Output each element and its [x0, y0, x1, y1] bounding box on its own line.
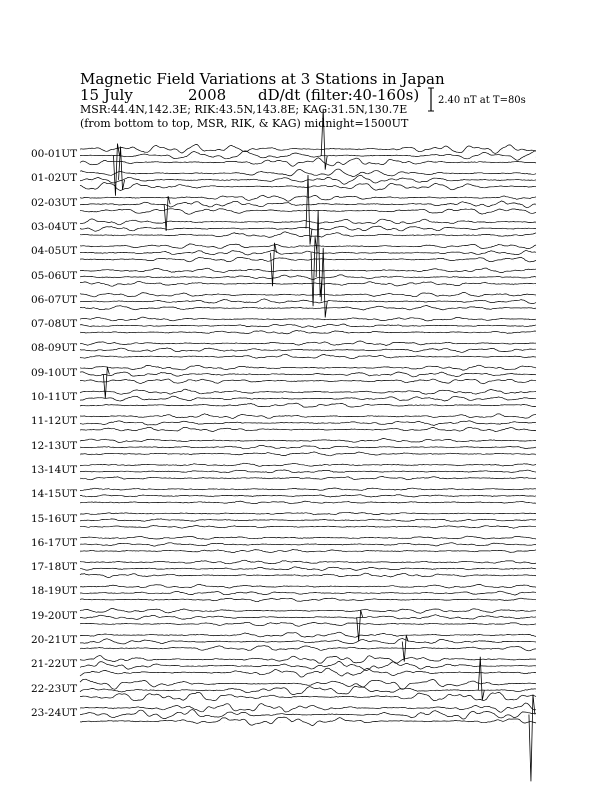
waveform-trace — [80, 703, 536, 712]
station-coordinates: MSR:44.4N,142.3E; RIK:43.5N,143.8E; KAG:31.5N,130.7E — [80, 103, 408, 116]
spike-mark — [306, 175, 312, 244]
waveform-trace — [80, 525, 536, 528]
row-label: 10-11UT — [31, 391, 78, 403]
waveform-trace — [80, 549, 536, 552]
waveform-trace — [80, 354, 536, 358]
row-label: 15-16UT — [31, 512, 78, 525]
quantity-label: dD/dt (filter:40-160s) — [258, 86, 420, 104]
waveform-trace — [80, 470, 536, 473]
waveform-trace — [80, 414, 536, 419]
waveform-trace — [80, 591, 536, 595]
row-label: 14-15UT — [31, 488, 78, 501]
row-label: 00-01UT — [31, 148, 78, 160]
waveform-trace — [80, 427, 536, 431]
waveform-trace — [80, 686, 536, 694]
waveform-trace — [80, 268, 536, 272]
row-label: 09-10UT — [31, 366, 78, 379]
waveform-trace — [80, 543, 536, 546]
waveform-trace — [80, 209, 536, 215]
waveform-trace — [80, 717, 536, 726]
row-label: 11-12UT — [31, 415, 78, 428]
waveform-trace — [80, 519, 536, 522]
waveform-trace — [80, 560, 536, 564]
row-label: 17-18UT — [31, 561, 78, 574]
waveform-trace — [80, 341, 536, 346]
waveform-trace — [80, 305, 536, 310]
waveform-trace — [80, 668, 536, 677]
waveform-trace — [80, 488, 536, 491]
waveform-trace — [80, 379, 536, 384]
row-label: 22-23UT — [31, 682, 78, 695]
waveform-trace — [80, 348, 536, 352]
row-label: 06-07UT — [31, 293, 78, 306]
spike-mark — [478, 657, 484, 700]
row-label: 07-08UT — [31, 318, 78, 331]
waveform-trace — [80, 257, 536, 262]
row-label: 02-03UT — [31, 196, 78, 209]
waveform-trace — [80, 439, 536, 443]
date-day: 15 July — [80, 86, 133, 104]
waveform-trace — [80, 201, 536, 208]
waveform-trace — [80, 275, 536, 280]
waveform-trace — [80, 692, 536, 700]
waveform-trace — [80, 389, 536, 394]
waveform-trace — [80, 632, 536, 637]
waveform-trace — [80, 495, 536, 497]
spike-mark — [103, 367, 109, 398]
spike-mark — [529, 694, 535, 781]
scale-bar-label: 2.40 nT at T=80s — [438, 95, 526, 106]
row-label: 23-24UT — [31, 706, 78, 719]
waveform-trace — [80, 536, 536, 539]
waveform-trace — [80, 615, 536, 620]
spike-mark — [321, 248, 327, 317]
waveform-trace — [80, 396, 536, 401]
waveform-trace — [80, 299, 536, 304]
spike-mark — [164, 196, 170, 231]
waveform-trace — [80, 710, 536, 719]
waveform-trace — [80, 244, 536, 249]
row-label: 03-04UT — [31, 220, 78, 233]
waveform-trace — [80, 445, 536, 449]
row-label: 04-05UT — [31, 245, 78, 258]
waveform-trace — [80, 656, 536, 664]
chart-title: Magnetic Field Variations at 3 Stations in Japan — [80, 70, 445, 88]
waveform-trace — [80, 365, 536, 370]
date-year: 2008 — [188, 86, 227, 104]
waveform-trace — [80, 513, 536, 515]
waveform-trace — [80, 317, 536, 321]
waveform-trace — [80, 331, 536, 334]
waveform-trace — [80, 646, 536, 651]
station-order-note: (from bottom to top, MSR, RIK, & KAG) midnight=1500UT — [80, 117, 409, 130]
spike-mark — [271, 243, 277, 286]
waveform-trace — [80, 421, 536, 426]
waveform-trace — [80, 292, 536, 296]
waveform-trace — [80, 622, 536, 626]
waveform-trace — [80, 195, 536, 201]
waveform-trace — [80, 324, 536, 327]
waveform-trace — [80, 403, 536, 407]
waveform-trace — [80, 573, 536, 578]
waveform-trace — [80, 281, 536, 286]
waveform-trace — [80, 679, 536, 689]
waveform-trace — [80, 250, 536, 255]
waveform-trace — [80, 452, 536, 456]
waveform-trace — [80, 639, 536, 644]
row-label: 01-02UT — [31, 172, 78, 185]
row-label: 12-13UT — [31, 439, 78, 452]
waveform-trace — [80, 232, 536, 238]
waveform-trace — [80, 584, 536, 588]
waveform-trace — [80, 151, 536, 160]
row-label: 19-20UT — [31, 609, 78, 622]
waveform-trace — [80, 567, 536, 571]
row-label: 16-17UT — [31, 536, 78, 549]
waveform-trace — [80, 463, 536, 466]
waveform-trace — [80, 372, 536, 377]
waveform-trace — [80, 226, 536, 231]
waveform-trace — [80, 144, 536, 153]
waveform-trace — [80, 219, 536, 225]
row-label: 13-14UT — [31, 463, 78, 476]
row-label: 20-21UT — [31, 634, 78, 646]
row-label: 05-06UT — [31, 269, 78, 282]
row-label: 08-09UT — [31, 342, 78, 355]
waveform-trace — [80, 477, 536, 480]
waveform-trace — [80, 501, 536, 504]
waveform-trace — [80, 609, 536, 614]
waveform-trace — [80, 598, 536, 602]
waveform-trace — [80, 661, 536, 670]
row-label: 18-19UT — [31, 585, 78, 598]
row-label: 21-22UT — [31, 658, 78, 671]
